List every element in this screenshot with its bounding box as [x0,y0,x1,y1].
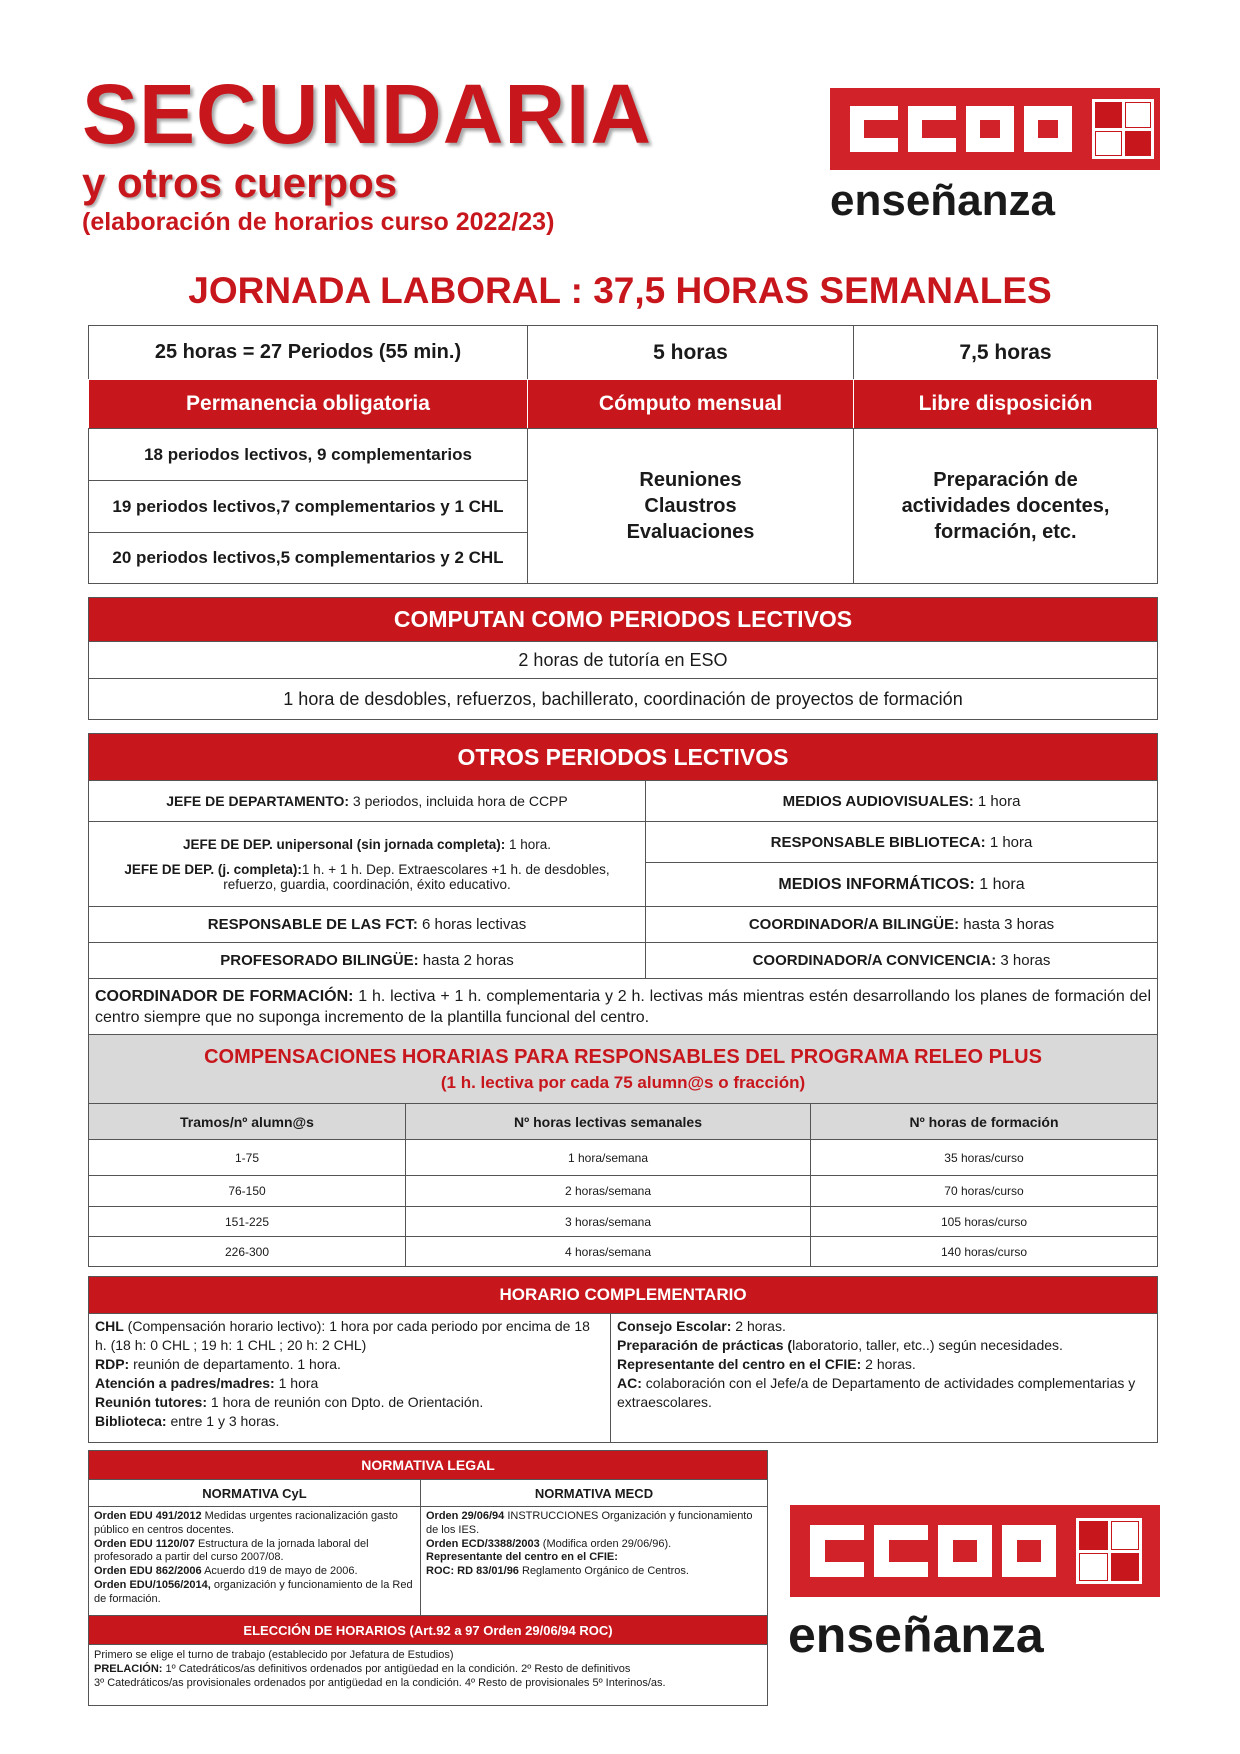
releo-col-header: Nº horas de formación [810,1103,1158,1140]
libre-cell [853,428,1158,584]
normativa-heading: NORMATIVA LEGAL [88,1450,768,1480]
table-cell: 2 horas/semana [405,1175,811,1207]
castilla-leon-shield-icon [1092,99,1154,159]
header-libre: Libre disposición [853,379,1158,429]
computo-cell [527,428,854,584]
releo-col-header: Tramos/nº alumn@s [88,1103,406,1140]
page-title: SECUNDARIA [82,67,653,161]
header-permanencia: Permanencia obligatoria [88,379,528,429]
logo-wordmark-bottom: enseñanza [788,1607,1044,1663]
table-cell: 105 horas/curso [810,1206,1158,1237]
libre-line: actividades docentes, [901,495,1110,517]
table-cell: 1 hora/semana [405,1139,811,1176]
eleccion-body: Primero se elige el turno de trabajo (establecido por Jefatura de Estudios) PRELACIÓN: 1º Catedráticos/as definitivos ordenados por antigüedad en la condición. 2º Resto de definitivos 3º Catedráticos/as provisionales ordenados por antigüedad en la condición. 4º Resto de provisionales 5º Interinos/as. [88,1644,768,1706]
table-cell: 25 horas = 27 Periodos (55 min.) [88,325,528,380]
table-cell: 5 horas [527,325,854,380]
table-cell: 226-300 [88,1236,406,1267]
table-cell: 140 horas/curso [810,1236,1158,1267]
logo-wordmark-top: enseñanza [830,176,1055,225]
option-row: 18 periodos lectivos, 9 complementarios [88,428,528,481]
otros-right-row: MEDIOS AUDIOVISUALES: 1 hora [645,780,1158,822]
table-cell: 151-225 [88,1206,406,1237]
otros-heading: OTROS PERIODOS LECTIVOS [88,733,1158,781]
complementario-left: CHL (Compensación horario lectivo): 1 hora por cada periodo por encima de 18 h. (18 h: 0 CHL ; 19 h: 1 CHL ; 20 h: 2 CHL) RDP: reunión de departamento. 1 hora. Atención a padres/madres: 1 hora Reunión tutores: 1 hora de reunión con Dpto. de Orientación. Biblioteca: entre 1 y 3 horas. [88,1313,611,1443]
normativa-col-header: NORMATIVA MECD [420,1479,768,1507]
jornada-heading: JORNADA LABORAL : 37,5 HORAS SEMANALES [188,270,1052,311]
complementario-right: Consejo Escolar: 2 horas. Preparación de prácticas (laboratorio, taller, etc..) según necesidades. Representante del centro en el CFIE: 2 horas. AC: colaboración con el Jefe/a de Departamento de actividades complementarias y extraescolares. [610,1313,1158,1443]
otros-left-row: JEFE DE DEP. unipersonal (sin jornada completa): 1 hora. JEFE DE DEP. (j. completa):1 h. + 1 h. Dep. Extraescolares +1 h. de desdobles, refuerzo, guardia, coordinación, éxito educativo. [88,821,646,907]
otros-right-row: COORDINADOR/A CONVICENCIA: 3 horas [645,942,1158,979]
option-row: 19 periodos lectivos,7 complementarios y 1 CHL [88,480,528,533]
normativa-mecd: Orden 29/06/94 INSTRUCCIONES Organización y funcionamiento de los IES. Orden ECD/3388/2003 (Modifica orden 29/06/96). Representante del centro en el CFIE: ROC: RD 83/01/96 Reglamento Orgánico de Centros. [420,1506,768,1616]
otros-left-row: JEFE DE DEPARTAMENTO: 3 periodos, incluida hora de CCPP [88,780,646,822]
coordinador-formacion: COORDINADOR DE FORMACIÓN: 1 h. lectiva + 1 h. complementaria y 2 h. lectivas más mientras estén desarrollando los planes de formación del centro siempre que no suponga incremento de la plantilla funcional del centro. [88,978,1158,1035]
releo-col-header: Nº horas lectivas semanales [405,1103,811,1140]
table-cell: 7,5 horas [853,325,1158,380]
normativa-cyl: Orden EDU 491/2012 Medidas urgentes racionalización gasto público en centros docentes. Orden EDU 1120/07 Estructura de la jornada laboral del profesorado a partir del curso 2007/08. Orden EDU 862/2006 Acuerdo d19 de mayo de 2006. Orden EDU/1056/2014, organización y funcionamiento de la Red de formación. [88,1506,421,1616]
ccoo-logo-bottom [790,1505,1160,1597]
table-cell: 4 horas/semana [405,1236,811,1267]
ccoo-letters-icon [810,1525,1056,1577]
complementario-heading: HORARIO COMPLEMENTARIO [88,1276,1158,1314]
header-computo: Cómputo mensual [527,379,854,429]
table-cell: 1-75 [88,1139,406,1176]
libre-line: Preparación de [933,469,1078,491]
otros-left-row: RESPONSABLE DE LAS FCT: 6 horas lectivas [88,906,646,943]
computo-line: Claustros [644,495,737,517]
otros-right-row: COORDINADOR/A BILINGÜE: hasta 3 horas [645,906,1158,943]
table-cell: 76-150 [88,1175,406,1207]
otros-left-row: PROFESORADO BILINGÜE: hasta 2 horas [88,942,646,979]
castilla-leon-shield-icon [1076,1518,1142,1584]
table-cell: 70 horas/curso [810,1175,1158,1207]
otros-right-row: RESPONSABLE BIBLIOTECA: 1 hora [645,821,1158,863]
computan-row: 2 horas de tutoría en ESO [88,641,1158,679]
eleccion-heading: ELECCIÓN DE HORARIOS (Art.92 a 97 Orden 29/06/94 ROC) [88,1615,768,1645]
releo-subtitle: (1 h. lectiva por cada 75 alumn@s o fracción) [440,1072,806,1092]
page-subtitle: y otros cuerpos [82,159,398,206]
page-subtitle-year: (elaboración de horarios curso 2022/23) [82,208,555,236]
computo-line: Reuniones [639,469,742,491]
computo-line: Evaluaciones [626,521,755,543]
table-cell: 3 horas/semana [405,1206,811,1237]
normativa-col-header: NORMATIVA CyL [88,1479,421,1507]
libre-line: formación, etc. [934,521,1077,543]
computan-heading: COMPUTAN COMO PERIODOS LECTIVOS [88,597,1158,642]
otros-right-row: MEDIOS INFORMÁTICOS: 1 hora [645,862,1158,907]
option-row: 20 periodos lectivos,5 complementarios y 2 CHL [88,532,528,584]
ccoo-logo-top [830,88,1160,170]
computan-row: 1 hora de desdobles, refuerzos, bachillerato, coordinación de proyectos de formación [88,678,1158,720]
ccoo-letters-icon [850,106,1072,152]
releo-heading [88,1034,1158,1104]
table-cell: 35 horas/curso [810,1139,1158,1176]
releo-title: COMPENSACIONES HORARIAS PARA RESPONSABLES DEL PROGRAMA RELEO PLUS [204,1045,1042,1068]
